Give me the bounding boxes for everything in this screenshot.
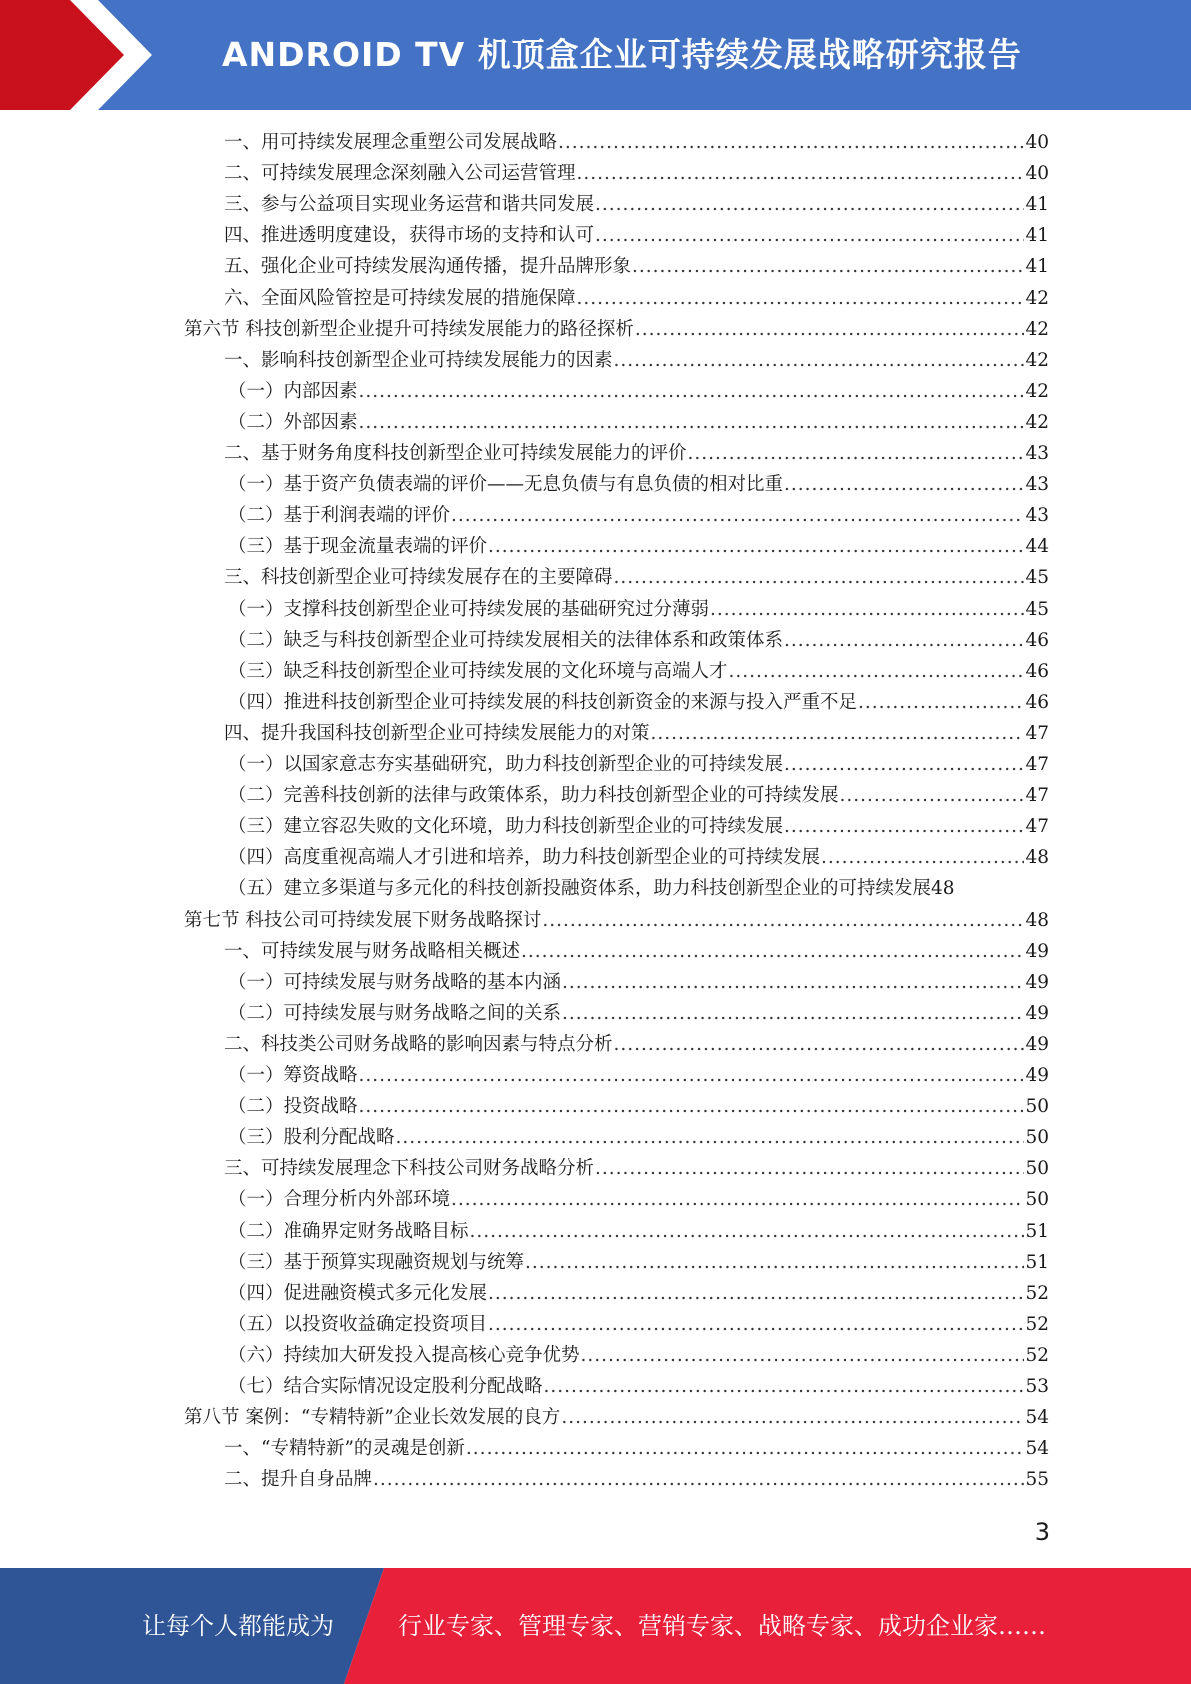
toc-entry-label: （五）建立多渠道与多元化的科技创新投融资体系，助力科技创新型企业的可持续发展 xyxy=(228,878,932,899)
toc-entry-page: 42 xyxy=(1025,381,1049,402)
toc-entry-label: （四）推进科技创新型企业可持续发展的科技创新资金的来源与投入严重不足 xyxy=(228,692,858,713)
toc-entry-page: 47 xyxy=(1025,816,1049,837)
toc-entry[interactable] xyxy=(228,531,1049,562)
toc-entry[interactable] xyxy=(224,127,1049,158)
toc-entry-label: 第八节 案例：“专精特新”企业长效发展的良方 xyxy=(184,1407,561,1428)
toc-entry-label: 二、科技类公司财务战略的影响因素与特点分析 xyxy=(224,1034,613,1055)
toc-entry-page: 49 xyxy=(1025,1034,1049,1055)
toc-dot-leader xyxy=(614,345,1025,376)
toc-dot-leader xyxy=(561,1402,1024,1433)
toc-entry[interactable] xyxy=(228,780,1049,811)
toc-entry-page: 48 xyxy=(1025,847,1049,868)
toc-entry-page: 50 xyxy=(1025,1096,1049,1117)
toc-entry[interactable] xyxy=(228,376,1049,407)
toc-dot-leader xyxy=(359,1091,1025,1122)
toc-dot-leader xyxy=(470,1216,1025,1247)
toc-entry-page: 54 xyxy=(1025,1407,1049,1428)
toc-entry[interactable] xyxy=(228,500,1049,531)
toc-entry[interactable] xyxy=(228,687,1049,718)
toc-entry[interactable] xyxy=(228,1309,1049,1340)
toc-entry-label: 二、可持续发展理念深刻融入公司运营管理 xyxy=(224,163,576,184)
toc-dot-leader xyxy=(525,1247,1024,1278)
toc-entry-page: 43 xyxy=(1025,505,1049,526)
toc-entry[interactable] xyxy=(228,625,1049,656)
toc-entry[interactable] xyxy=(228,1278,1049,1309)
report-title: ANDROID TV 机顶盒企业可持续发展战略研究报告 xyxy=(222,35,1022,74)
toc-entry-page: 55 xyxy=(1025,1469,1049,1490)
toc-entry-label: （三）建立容忍失败的文化环境，助力科技创新型企业的可持续发展 xyxy=(228,816,784,837)
toc-entry-label: （二）准确界定财务战略目标 xyxy=(228,1221,469,1242)
toc-entry-label: （二）投资战略 xyxy=(228,1096,358,1117)
toc-entry-page: 41 xyxy=(1025,225,1049,246)
toc-dot-leader xyxy=(858,687,1024,718)
toc-dot-leader xyxy=(488,531,1024,562)
toc-entry-label: （三）基于预算实现融资规划与统筹 xyxy=(228,1252,525,1273)
toc-entry-page: 45 xyxy=(1025,599,1049,620)
toc-dot-leader xyxy=(595,1153,1024,1184)
toc-entry-label: 一、用可持续发展理念重塑公司发展战略 xyxy=(224,132,558,153)
header-chevron-graphic xyxy=(0,0,170,110)
toc-dot-leader xyxy=(558,127,1024,158)
toc-entry[interactable] xyxy=(184,1402,1049,1433)
toc-entry[interactable] xyxy=(228,1122,1049,1153)
toc-entry-label: 三、参与公益项目实现业务运营和谐共同发展 xyxy=(224,194,595,215)
toc-dot-leader xyxy=(359,1060,1025,1091)
toc-entry[interactable] xyxy=(228,594,1049,625)
toc-entry-label: 第六节 科技创新型企业提升可持续发展能力的路径探析 xyxy=(184,319,634,340)
toc-entry-page: 47 xyxy=(1025,723,1049,744)
toc-entry-page: 51 xyxy=(1025,1221,1049,1242)
toc-entry-page: 50 xyxy=(1025,1158,1049,1179)
toc-entry-page: 50 xyxy=(1025,1127,1049,1148)
toc-entry-label: （一）合理分析内外部环境 xyxy=(228,1189,451,1210)
toc-dot-leader xyxy=(451,500,1024,531)
toc-dot-leader xyxy=(396,1122,1025,1153)
toc-dot-leader xyxy=(359,407,1025,438)
toc-entry-label: 四、提升我国科技创新型企业可持续发展能力的对策 xyxy=(224,723,650,744)
toc-entry-page: 52 xyxy=(1025,1314,1049,1335)
toc-entry[interactable] xyxy=(224,220,1049,251)
toc-entry-label: （二）可持续发展与财务战略之间的关系 xyxy=(228,1003,562,1024)
toc-entry-page: 42 xyxy=(1025,319,1049,340)
page-header xyxy=(0,0,1191,110)
toc-entry-page: 42 xyxy=(1025,288,1049,309)
toc-dot-leader xyxy=(784,469,1024,500)
toc-entry[interactable] xyxy=(224,438,1049,469)
toc-entry-label: （一）筹资战略 xyxy=(228,1065,358,1086)
toc-entry-label: 五、强化企业可持续发展沟通传播，提升品牌形象 xyxy=(224,256,632,277)
toc-dot-leader xyxy=(651,718,1025,749)
toc-entry-label: （一）内部因素 xyxy=(228,381,358,402)
toc-dot-leader xyxy=(821,842,1024,873)
toc-entry[interactable] xyxy=(228,656,1049,687)
toc-entry-label: （三）基于现金流量表端的评价 xyxy=(228,536,488,557)
toc-entry[interactable] xyxy=(224,718,1049,749)
toc-dot-leader xyxy=(577,283,1025,314)
toc-entry-label: （七）结合实际情况设定股利分配战略 xyxy=(228,1376,543,1397)
toc-entry-page: 51 xyxy=(1025,1252,1049,1273)
toc-entry[interactable] xyxy=(228,407,1049,438)
toc-entry-label: 一、“专精特新”的灵魂是创新 xyxy=(224,1438,465,1459)
page-number: 3 xyxy=(1034,1518,1050,1546)
toc-entry-page: 47 xyxy=(1025,754,1049,775)
page-footer xyxy=(0,1568,1191,1684)
toc-entry-page: 40 xyxy=(1025,132,1049,153)
toc-entry-page: 45 xyxy=(1025,567,1049,588)
toc-entry[interactable] xyxy=(224,562,1049,593)
toc-entry-page: 43 xyxy=(1025,474,1049,495)
toc-entry-page: 49 xyxy=(1025,1003,1049,1024)
toc-entry[interactable] xyxy=(228,1340,1049,1371)
toc-entry-page: 48 xyxy=(931,878,955,899)
toc-entry-label: 六、全面风险管控是可持续发展的措施保障 xyxy=(224,288,576,309)
toc-entry-label: （三）股利分配战略 xyxy=(228,1127,395,1148)
toc-entry-page: 52 xyxy=(1025,1283,1049,1304)
toc-entry-page: 49 xyxy=(1025,972,1049,993)
toc-entry[interactable] xyxy=(224,1433,1049,1464)
toc-entry[interactable] xyxy=(228,749,1049,780)
toc-entry[interactable] xyxy=(184,314,1049,345)
toc-entry-page: 41 xyxy=(1025,256,1049,277)
toc-entry[interactable] xyxy=(228,873,1049,904)
toc-entry[interactable] xyxy=(224,1029,1049,1060)
toc-entry[interactable] xyxy=(224,345,1049,376)
toc-entry-label: （四）高度重视高端人才引进和培养，助力科技创新型企业的可持续发展 xyxy=(228,847,821,868)
toc-entry[interactable] xyxy=(184,905,1049,936)
toc-entry-page: 41 xyxy=(1025,194,1049,215)
toc-entry-page: 50 xyxy=(1025,1189,1049,1210)
toc-entry-page: 53 xyxy=(1025,1376,1049,1397)
toc-entry-label: 二、提升自身品牌 xyxy=(224,1469,373,1490)
toc-entry-label: （二）基于利润表端的评价 xyxy=(228,505,451,526)
toc-entry[interactable] xyxy=(224,158,1049,189)
footer-slogan-left: 让每个人都能成为 xyxy=(142,1612,334,1640)
toc-dot-leader xyxy=(577,158,1025,189)
toc-dot-leader xyxy=(635,314,1025,345)
toc-dot-leader xyxy=(451,1184,1024,1215)
toc-entry[interactable] xyxy=(228,1060,1049,1091)
toc-entry-label: （二）完善科技创新的法律与政策体系，助力科技创新型企业的可持续发展 xyxy=(228,785,839,806)
toc-entry-page: 46 xyxy=(1025,692,1049,713)
toc-entry[interactable] xyxy=(224,189,1049,220)
toc-dot-leader xyxy=(710,594,1024,625)
toc-entry-page: 49 xyxy=(1025,941,1049,962)
toc-entry-label: 二、基于财务角度科技创新型企业可持续发展能力的评价 xyxy=(224,443,687,464)
toc-entry[interactable] xyxy=(228,998,1049,1029)
toc-entry[interactable] xyxy=(224,251,1049,282)
toc-dot-leader xyxy=(466,1433,1025,1464)
toc-entry-label: 一、影响科技创新型企业可持续发展能力的因素 xyxy=(224,350,613,371)
toc-dot-leader xyxy=(614,1029,1025,1060)
toc-dot-leader xyxy=(562,967,1024,998)
toc-entry[interactable] xyxy=(228,967,1049,998)
toc-entry-page: 43 xyxy=(1025,443,1049,464)
toc-entry[interactable] xyxy=(228,1371,1049,1402)
toc-entry-page: 46 xyxy=(1025,661,1049,682)
toc-dot-leader xyxy=(784,749,1024,780)
toc-entry[interactable] xyxy=(228,811,1049,842)
toc-entry-label: （二）外部因素 xyxy=(228,412,358,433)
toc-entry-label: 四、推进透明度建设，获得市场的支持和认可 xyxy=(224,225,595,246)
toc-entry-page: 48 xyxy=(1025,910,1049,931)
toc-entry-page: 46 xyxy=(1025,630,1049,651)
toc-entry[interactable] xyxy=(228,469,1049,500)
toc-entry[interactable] xyxy=(228,1184,1049,1215)
toc-dot-leader xyxy=(373,1464,1024,1495)
toc-entry[interactable] xyxy=(224,283,1049,314)
toc-entry-label: 三、可持续发展理念下科技公司财务战略分析 xyxy=(224,1158,595,1179)
toc-entry[interactable] xyxy=(224,1153,1049,1184)
toc-dot-leader xyxy=(632,251,1024,282)
toc-entry[interactable] xyxy=(224,1464,1049,1495)
toc-entry-label: （五）以投资收益确定投资项目 xyxy=(228,1314,488,1335)
toc-entry-page: 54 xyxy=(1025,1438,1049,1459)
toc-entry-label: （四）促进融资模式多元化发展 xyxy=(228,1283,488,1304)
toc-dot-leader xyxy=(544,1371,1025,1402)
toc-entry-label: 三、科技创新型企业可持续发展存在的主要障碍 xyxy=(224,567,613,588)
toc-entry-page: 42 xyxy=(1025,350,1049,371)
toc-dot-leader xyxy=(581,1340,1025,1371)
toc-entry-page: 40 xyxy=(1025,163,1049,184)
toc-dot-leader xyxy=(359,376,1025,407)
toc-entry-page: 49 xyxy=(1025,1065,1049,1086)
toc-entry[interactable] xyxy=(228,1247,1049,1278)
toc-entry-label: （六）持续加大研发投入提高核心竞争优势 xyxy=(228,1345,580,1366)
toc-dot-leader xyxy=(542,905,1024,936)
toc-dot-leader xyxy=(729,656,1025,687)
toc-dot-leader xyxy=(784,811,1024,842)
toc-entry[interactable] xyxy=(224,936,1049,967)
toc-entry-label: 一、可持续发展与财务战略相关概述 xyxy=(224,941,521,962)
toc-entry[interactable] xyxy=(228,1216,1049,1247)
toc-dot-leader xyxy=(840,780,1025,811)
toc-dot-leader xyxy=(595,189,1024,220)
toc-entry-page: 52 xyxy=(1025,1345,1049,1366)
toc-entry-page: 47 xyxy=(1025,785,1049,806)
footer-slogan-right: 行业专家、管理专家、营销专家、战略专家、成功企业家…… xyxy=(398,1612,1046,1640)
toc-dot-leader xyxy=(688,438,1025,469)
toc-dot-leader xyxy=(595,220,1024,251)
toc-dot-leader xyxy=(562,998,1024,1029)
toc-entry[interactable] xyxy=(228,842,1049,873)
toc-entry-label: （二）缺乏与科技创新型企业可持续发展相关的法律体系和政策体系 xyxy=(228,630,784,651)
toc-dot-leader xyxy=(521,936,1024,967)
toc-entry[interactable] xyxy=(228,1091,1049,1122)
toc-dot-leader xyxy=(488,1309,1024,1340)
toc-entry-page: 42 xyxy=(1025,412,1049,433)
toc-entry-page: 44 xyxy=(1025,536,1049,557)
toc-entry-label: （一）可持续发展与财务战略的基本内涵 xyxy=(228,972,562,993)
toc-dot-leader xyxy=(488,1278,1024,1309)
toc-entry-label: 第七节 科技公司可持续发展下财务战略探讨 xyxy=(184,910,542,931)
toc-entry-label: （三）缺乏科技创新型企业可持续发展的文化环境与高端人才 xyxy=(228,661,728,682)
toc-entry-label: （一）基于资产负债表端的评价——无息负债与有息负债的相对比重 xyxy=(228,474,784,495)
toc-dot-leader xyxy=(784,625,1024,656)
toc-dot-leader xyxy=(614,562,1025,593)
toc-entry-label: （一）以国家意志夯实基础研究，助力科技创新型企业的可持续发展 xyxy=(228,754,784,775)
toc-entry-label: （一）支撑科技创新型企业可持续发展的基础研究过分薄弱 xyxy=(228,599,710,620)
